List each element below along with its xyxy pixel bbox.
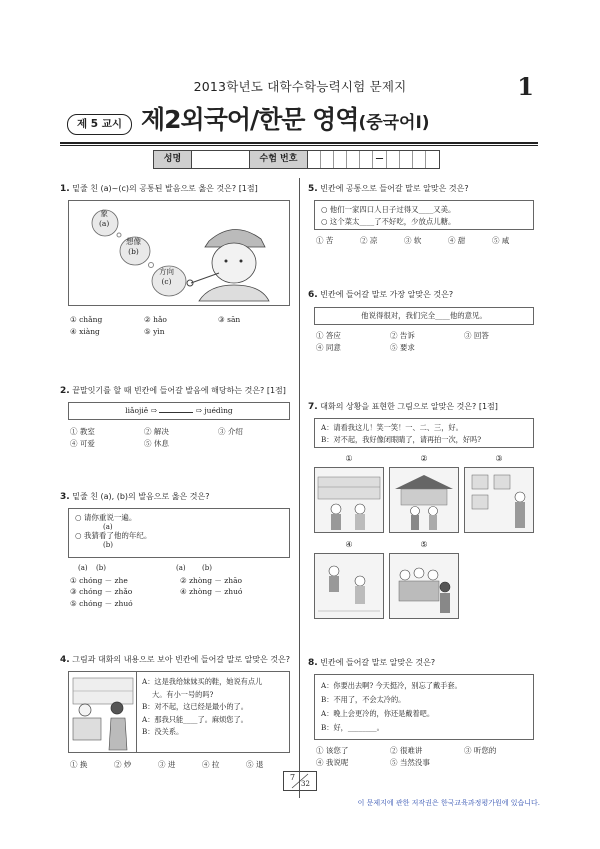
question-5-box: ○ 他们一家四口人日子过得又____又美。 ○ 这个菜太____了不好吃，少放点儿糖。 (314, 200, 534, 230)
option[interactable]: ⑤ yìn (144, 326, 165, 336)
option[interactable]: ④ 我说呢 (316, 757, 349, 767)
option[interactable]: ③ 软 (404, 236, 422, 246)
question-3-box (68, 508, 290, 558)
option[interactable]: ② 解决 (144, 427, 169, 437)
option[interactable]: ④ 同意 (316, 342, 341, 352)
id-row (153, 150, 440, 169)
question-6 (308, 290, 540, 352)
name-label: 성명 (154, 151, 192, 168)
gallery-scene-icon (464, 467, 534, 533)
option[interactable]: ① chóng － zhe (70, 576, 128, 585)
photo-at-palace-icon (389, 467, 459, 533)
option[interactable]: ⑤ chóng － zhuó (70, 598, 133, 608)
sentence-2: ○ 我猜看了他的年纪。 (75, 531, 152, 541)
question-7-pictures (314, 454, 534, 622)
exam-number-label: 수험 번호 (250, 151, 308, 168)
question-4 (60, 655, 292, 770)
exam-digit-cell[interactable] (400, 151, 413, 168)
question-8-prompt: 8. 빈칸에 들어갈 말로 알맞은 것은? (308, 658, 436, 668)
option[interactable]: ① 该您了 (316, 746, 349, 756)
subject-sub: (중국어Ⅰ) (358, 113, 430, 133)
option[interactable]: ② zhòng － zhāo (180, 576, 243, 585)
page-number (283, 771, 317, 791)
option[interactable]: ⑤ 休息 (144, 438, 169, 448)
question-7-box: A：请看我这儿！笑一笑！一、二、三，好。 B：对不起，我好像闭眼睛了，请再拍一次，好吗? (314, 418, 534, 448)
shoe-store-illustration (69, 672, 137, 752)
question-8 (308, 658, 540, 767)
park-scene-icon (314, 553, 384, 619)
option[interactable]: ③ sān (218, 315, 241, 325)
option[interactable]: ① 教室 (70, 427, 95, 437)
question-6-prompt: 6. 빈칸에 들어갈 말로 가장 알맞은 것은? (308, 290, 454, 300)
question-4-box (68, 671, 290, 753)
exam-digit-cell[interactable] (347, 151, 360, 168)
option[interactable]: ① chǎng (70, 315, 103, 325)
option[interactable]: ③ 听您的 (464, 746, 497, 756)
option[interactable]: ③ chóng － zhǎo (70, 587, 133, 597)
option[interactable]: ② 很难讲 (390, 746, 423, 756)
shoe-store-icon (69, 672, 137, 752)
picture-option[interactable]: ② (389, 454, 459, 536)
page-total: 32 (301, 780, 310, 788)
question-4-options (70, 760, 292, 769)
bubble-a-label: 象 (a) (99, 209, 110, 228)
tag-b: (b) (103, 540, 113, 549)
exam-digit-cell[interactable] (334, 151, 347, 168)
bubble-c-label: 方向 (c) (159, 267, 174, 286)
option[interactable]: ⑤ 退 (246, 760, 264, 770)
picture-option[interactable]: ⑤ (389, 540, 459, 622)
question-1-prompt: 1. 밑줄 친 (a)~(c)의 공통된 발음으로 옳은 것은? [1점] (60, 184, 258, 194)
option[interactable]: ② 炒 (114, 760, 132, 770)
tag-a: (a) (103, 522, 113, 531)
question-5 (308, 184, 540, 246)
question-5-prompt: 5. 빈칸에 공통으로 들어갈 말로 알맞은 것은? (308, 184, 469, 194)
option[interactable]: ⑤ 咸 (492, 236, 510, 246)
question-2 (60, 386, 292, 448)
question-1-options (70, 315, 292, 336)
picture-option[interactable]: ③ (464, 454, 534, 536)
question-4-prompt: 4. 그림과 대화의 내용으로 보아 빈칸에 들어갈 말로 알맞은 것은? (60, 655, 291, 665)
arrow-right-icon: ⇨ (195, 406, 205, 416)
bubble-b-label: 想像 (b) (126, 237, 141, 256)
bus-scene-icon (314, 467, 384, 533)
question-2-prompt: 2. 끝말잇기를 할 때 빈칸에 들어갈 발음에 해당하는 것은? [1점] (60, 386, 286, 396)
question-6-options (316, 331, 540, 352)
question-3-column-heads: (a) (b) (a) (b) (78, 564, 212, 573)
column-divider (299, 178, 300, 798)
question-3-prompt: 3. 밑줄 친 (a), (b)의 발음으로 옳은 것은? (60, 492, 210, 502)
option[interactable]: ④ 拉 (202, 760, 220, 770)
exam-title: 2013학년도 대학수학능력시험 문제지 (193, 79, 407, 94)
chain-left: liǎojiě (125, 406, 149, 416)
word-chain-box (68, 402, 290, 420)
option[interactable]: ⑤ 要求 (390, 342, 415, 352)
exam-digit-cell[interactable] (413, 151, 426, 168)
exam-dash: — (373, 151, 387, 168)
copyright-notice: 이 문제지에 관한 저작권은 한국교육과정평가원에 있습니다. (357, 799, 540, 807)
exam-digit-cell[interactable] (308, 151, 321, 168)
picture-option[interactable]: ① (314, 454, 384, 536)
page-badge: 1 (517, 72, 534, 101)
option[interactable]: ② 凉 (360, 236, 378, 246)
question-4-dialog: A：这是我给妹妹买的鞋，她说有点儿 大。有小一号的吗? B：对不起，这已经是最小的了。 A：那我只能____了。麻烦您了。 B：没关系。 (142, 677, 263, 737)
exam-digit-cell[interactable] (426, 151, 439, 168)
exam-digit-cell[interactable] (360, 151, 373, 168)
page-current: 7 (290, 773, 296, 782)
picture-option[interactable]: ④ (314, 540, 384, 622)
sentence-1: ○ 请你重说一遍。 (75, 513, 137, 523)
option[interactable]: ② 告诉 (390, 331, 415, 341)
question-1-illustration (68, 200, 290, 306)
question-7-prompt: 7. 대화의 상황을 표현한 그림으로 알맞은 것은? [1점] (308, 402, 498, 412)
question-3 (60, 492, 292, 608)
option[interactable]: ④ zhòng － zhuó (180, 587, 243, 597)
exam-digit-cell[interactable] (321, 151, 334, 168)
option[interactable]: ④ xiàng (70, 326, 100, 336)
option[interactable]: ③ 进 (158, 760, 176, 770)
option[interactable]: ④ 可爱 (70, 438, 95, 448)
period-badge: 제 5 교시 (67, 114, 132, 135)
question-7 (308, 402, 540, 622)
question-6-box: 他说得很对，我们完全____他的意见。 (314, 307, 534, 325)
option[interactable]: ① 答应 (316, 331, 341, 341)
option[interactable]: ① 苦 (316, 236, 334, 246)
option[interactable]: ④ 甜 (448, 236, 466, 246)
arrow-right-icon: ⇨ (150, 406, 160, 416)
question-8-box: A：你要出去啊? 今天挺冷，别忘了戴手套。 B：不用了，不会太冷的。 A：晚上会更冷的，你还是戴着吧。 B：好，________。 (314, 674, 534, 740)
group-photo-icon (389, 553, 459, 619)
header-rule (60, 142, 538, 144)
question-3-options (70, 576, 292, 608)
blank-line (159, 405, 193, 413)
option[interactable]: ⑤ 当然没事 (390, 757, 430, 767)
option[interactable]: ③ 介绍 (218, 427, 243, 437)
option[interactable]: ① 换 (70, 760, 88, 770)
option[interactable]: ② hǎo (144, 315, 167, 325)
fraction-slash-icon (284, 772, 316, 790)
subject-title (141, 104, 430, 135)
exam-digit-cell[interactable] (387, 151, 400, 168)
question-2-options (70, 427, 292, 448)
header-rule-thin (60, 145, 538, 146)
question-1 (60, 184, 292, 336)
question-8-options (316, 746, 540, 767)
question-5-options (316, 236, 540, 245)
subject-main: 제2외국어/한문 영역 (141, 105, 359, 134)
name-field[interactable] (192, 151, 250, 168)
chain-right: juédìng (204, 406, 233, 416)
option[interactable]: ③ 回答 (464, 331, 489, 341)
